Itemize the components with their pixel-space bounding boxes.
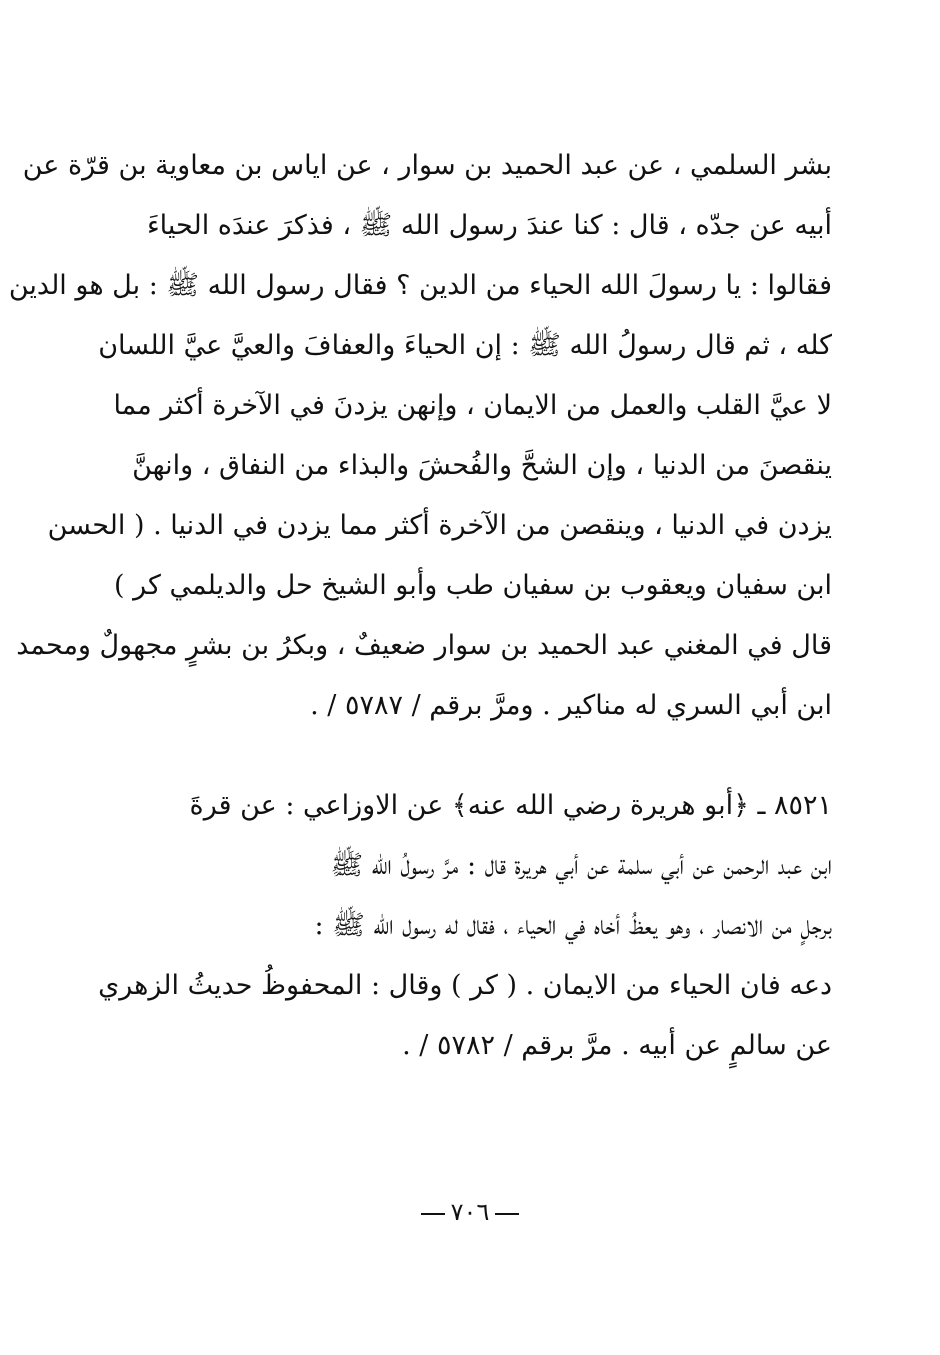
dash-left (421, 1213, 445, 1215)
text-line: ينقصنَ من الدنيا ، وإن الشحَّ والفُحشَ والبذاء من النفاق ، وانهنَّ (132, 450, 832, 481)
paragraph-1 (8, 140, 832, 740)
text-line: عن سالمٍ عن أبيه . مرَّ برقم / ٥٧٨٢ / . (402, 1030, 832, 1061)
text-line: لا عيَّ القلب والعمل من الايمان ، وإنهن يزدنَ في الآخرة أكثر مما (113, 390, 832, 421)
text-line: فقالوا : يا رسولَ الله الحياء من الدين ؟ فقال رسول الله ﷺ : بل هو الدين (8, 270, 832, 301)
text-line: دعه فان الحياء من الايمان . ( كر ) وقال : المحفوظُ حديثُ الزهري (98, 970, 832, 1001)
text-line: ابن سفيان ويعقوب بن سفيان طب وأبو الشيخ حل والديلمي كر ) (114, 570, 832, 601)
text-line: ٨٥٢١ ـ ﴿أبو هريرة رضي الله عنه﴾ عن الاوزاعي : عن قرةَ (189, 790, 832, 821)
dash-right (495, 1213, 519, 1215)
text-line: أبيه عن جدّه ، قال : كنا عندَ رسول الله ﷺ ، فذكرَ عندَه الحياءَ (146, 210, 832, 241)
text-line: بشر السلمي ، عن عبد الحميد بن سوار ، عن اياس بن معاوية بن قرّة عن (22, 150, 832, 181)
text-line: كله ، ثم قال رسولُ الله ﷺ : إن الحياءَ والعفافَ والعيَّ عيَّ اللسان (98, 330, 832, 361)
text-line: يزدن في الدنيا ، وينقصن من الآخرة أكثر مما يزدن في الدنيا . ( الحسن (47, 510, 832, 541)
text-line: برجلٍ من الانصار ، وهو يعظُ أخاه في الحياء ، فقال له رسول الله ﷺ : (314, 910, 832, 941)
page-number-text: ٧٠٦ (450, 1198, 490, 1226)
page-number (0, 1192, 940, 1232)
paragraph-2 (98, 780, 832, 1080)
text-line: ابن أبي السري له مناكير . ومرَّ برقم / ٥٧٨٧ / . (310, 690, 832, 721)
text-line: ابن عبد الرحمن عن أبي سلمة عن أبي هريرة قال : مرَّ رسولُ الله ﷺ (330, 850, 832, 881)
text-line: قال في المغني عبد الحميد بن سوار ضعيفٌ ، وبكرُ بن بشرٍ مجهولٌ ومحمد (16, 630, 832, 661)
